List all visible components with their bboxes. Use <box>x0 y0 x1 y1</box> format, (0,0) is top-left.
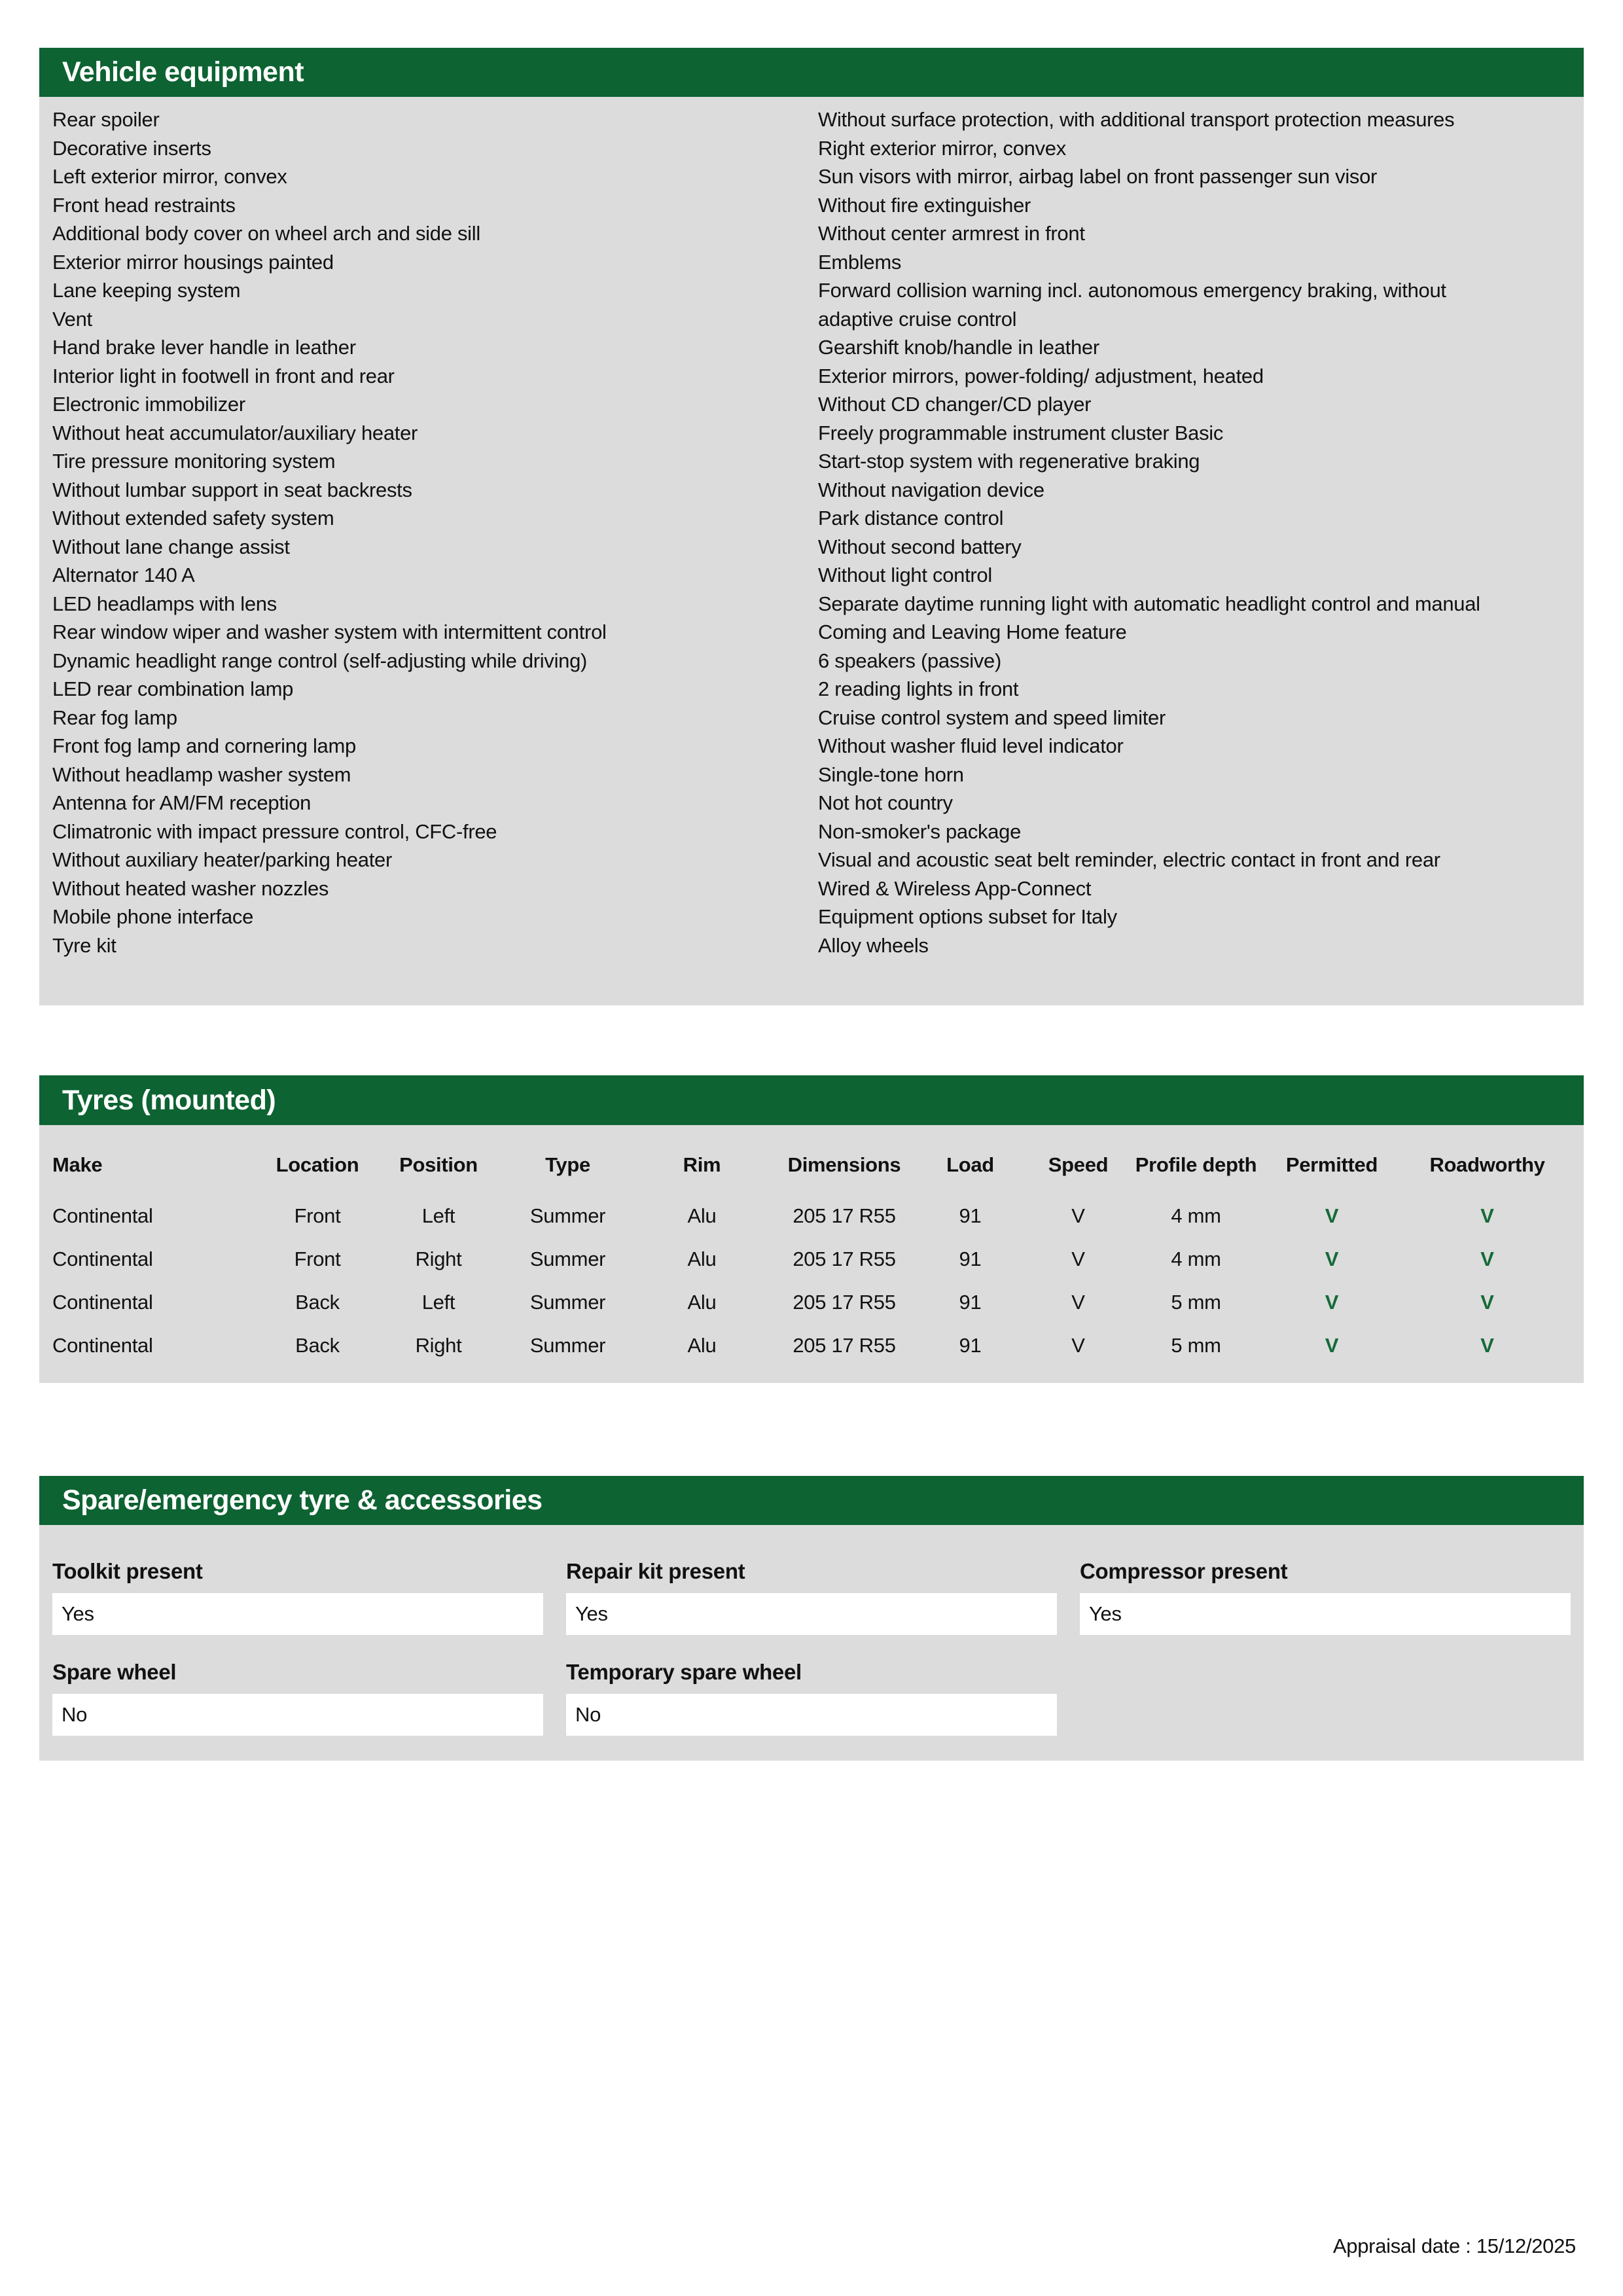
tyre-check-mark: V <box>1325 1247 1339 1270</box>
tyre-cell: Continental <box>52 1204 153 1227</box>
tyre-row <box>52 1324 1571 1367</box>
equipment-item: Antenna for AM/FM reception <box>52 791 312 814</box>
equipment-item: Without heated washer nozzles <box>52 876 329 900</box>
spare-field-label: Spare wheel <box>52 1660 177 1684</box>
tyres-table-body <box>52 1194 1571 1367</box>
tyre-cell: Continental <box>52 1291 153 1314</box>
equipment-item: Front head restraints <box>52 193 236 217</box>
vehicle-equipment-section <box>39 48 1584 1005</box>
tyre-cell: Alu <box>687 1334 717 1357</box>
spare-field-label: Repair kit present <box>566 1559 745 1583</box>
equipment-item: Interior light in footwell in front and rear <box>52 364 395 387</box>
equipment-item: Rear fog lamp <box>52 706 177 729</box>
equipment-item: Freely programmable instrument cluster Basic <box>818 421 1224 444</box>
spare-title: Spare/emergency tyre & accessories <box>39 1476 1584 1525</box>
equipment-item: Park distance control <box>818 507 1004 529</box>
equipment-item: Right exterior mirror, convex <box>818 136 1066 160</box>
equipment-item: Not hot country <box>818 791 953 814</box>
equipment-item: Without CD changer/CD player <box>818 393 1092 416</box>
tyre-cell: Summer <box>529 1247 606 1270</box>
equipment-item: Without headlamp washer system <box>52 762 351 786</box>
equipment-item: Without navigation device <box>818 478 1044 501</box>
equipment-item: Wired & Wireless App-Connect <box>818 876 1092 900</box>
tyres-column-header: Speed <box>1048 1153 1109 1176</box>
equipment-item: Left exterior mirror, convex <box>52 165 287 188</box>
equipment-item: Decorative inserts <box>52 136 211 160</box>
equipment-item: Rear spoiler <box>52 108 160 131</box>
equipment-item: Gearshift knob/handle in leather <box>818 336 1099 359</box>
tyre-cell: Continental <box>52 1247 153 1270</box>
equipment-item: Separate daytime running light with automatic headlight control and manual <box>818 592 1480 615</box>
tyres-section <box>39 1075 1584 1383</box>
equipment-item: Without washer fluid level indicator <box>818 734 1124 757</box>
tyre-row <box>52 1281 1571 1324</box>
tyre-cell: Continental <box>52 1334 153 1357</box>
spare-field-value: No <box>52 1694 543 1736</box>
tyre-cell: Back <box>295 1334 340 1357</box>
equipment-item: Cruise control system and speed limiter <box>818 706 1166 729</box>
tyres-title: Tyres (mounted) <box>39 1075 1584 1125</box>
equipment-item: Emblems <box>818 250 902 274</box>
equipment-item: Front fog lamp and cornering lamp <box>52 734 356 757</box>
tyre-cell: 5 mm <box>1171 1291 1221 1314</box>
equipment-item: Forward collision warning incl. autonomous emergency braking, without <box>818 279 1446 302</box>
equipment-item: Without lumbar support in seat backrests <box>52 478 412 501</box>
tyre-cell: V <box>1071 1291 1085 1314</box>
spare-section <box>39 1476 1584 1761</box>
equipment-item: Lane keeping system <box>52 279 241 302</box>
spare-field <box>1080 1559 1571 1635</box>
equipment-item: Start-stop system with regenerative braking <box>818 450 1200 473</box>
equipment-item: Without lane change assist <box>52 535 290 558</box>
tyre-cell: Alu <box>687 1204 717 1227</box>
tyre-cell: Front <box>294 1204 341 1227</box>
tyre-cell: Summer <box>529 1204 606 1227</box>
tyres-column-header: Make <box>52 1153 103 1176</box>
tyre-cell: Left <box>421 1204 455 1227</box>
tyres-column-header: Type <box>545 1153 590 1176</box>
equipment-item: Alternator 140 A <box>52 564 195 586</box>
vehicle-equipment-list <box>39 97 1584 1005</box>
tyre-cell: Summer <box>529 1334 606 1357</box>
spare-fields <box>39 1525 1584 1761</box>
equipment-item: Sun visors with mirror, airbag label on front passenger sun visor <box>818 165 1378 188</box>
tyre-check-mark: V <box>1480 1291 1494 1314</box>
equipment-item: Non-smoker's package <box>818 819 1022 843</box>
tyres-column-header: Roadworthy <box>1429 1153 1545 1176</box>
tyre-cell: 91 <box>959 1247 982 1270</box>
equipment-right-column <box>818 105 1571 1005</box>
tyres-column-header: Load <box>946 1153 994 1176</box>
equipment-item: Dynamic headlight range control (self-adjusting while driving) <box>52 649 588 672</box>
equipment-item: Without center armrest in front <box>818 222 1085 245</box>
spare-field-value: Yes <box>566 1593 1057 1635</box>
equipment-item: Exterior mirrors, power-folding/ adjustment, heated <box>818 364 1264 387</box>
equipment-item: Mobile phone interface <box>52 905 254 928</box>
tyre-cell: 205 17 R55 <box>793 1204 896 1227</box>
equipment-item: Single-tone horn <box>818 762 964 786</box>
equipment-item: Without heat accumulator/auxiliary heater <box>52 421 418 444</box>
spare-field-label: Temporary spare wheel <box>566 1660 802 1684</box>
tyres-column-header: Position <box>399 1153 478 1176</box>
equipment-item: Climatronic with impact pressure control, CFC-free <box>52 819 497 843</box>
tyre-check-mark: V <box>1325 1291 1339 1314</box>
equipment-item: Electronic immobilizer <box>52 393 245 416</box>
tyre-check-mark: V <box>1480 1204 1494 1227</box>
tyres-column-header: Rim <box>683 1153 721 1176</box>
spare-field-value: No <box>566 1694 1057 1736</box>
tyre-cell: Left <box>421 1291 455 1314</box>
equipment-item: Without light control <box>818 564 992 586</box>
tyres-column-header: Dimensions <box>787 1153 901 1176</box>
spare-field <box>52 1559 543 1635</box>
spare-fields-grid <box>52 1559 1571 1736</box>
tyre-cell: 205 17 R55 <box>793 1291 896 1314</box>
tyres-table-header-row <box>52 1153 1571 1177</box>
tyres-column-header: Location <box>276 1153 359 1176</box>
tyre-check-mark: V <box>1480 1334 1494 1357</box>
spare-field <box>52 1660 543 1736</box>
tyre-cell: 91 <box>959 1204 982 1227</box>
tyre-row <box>52 1238 1571 1281</box>
tyres-column-header: Profile depth <box>1135 1153 1257 1176</box>
tyre-cell: 91 <box>959 1291 982 1314</box>
tyre-cell: V <box>1071 1247 1085 1270</box>
tyre-row <box>52 1194 1571 1238</box>
equipment-item: Additional body cover on wheel arch and side sill <box>52 222 480 245</box>
equipment-item: Rear window wiper and washer system with intermittent control <box>52 620 607 643</box>
tyre-cell: 205 17 R55 <box>793 1247 896 1270</box>
equipment-item: Alloy wheels <box>818 933 929 957</box>
spare-field-value: Yes <box>52 1593 543 1635</box>
tyre-cell: V <box>1071 1204 1085 1227</box>
tyres-column-header: Permitted <box>1285 1153 1378 1176</box>
equipment-item: 6 speakers (passive) <box>818 649 1002 672</box>
tyre-cell: Right <box>415 1334 462 1357</box>
tyre-cell: Back <box>295 1291 340 1314</box>
equipment-item: 2 reading lights in front <box>818 677 1019 700</box>
tyre-cell: Alu <box>687 1247 717 1270</box>
equipment-left-column <box>52 105 818 1005</box>
tyre-cell: V <box>1071 1334 1085 1357</box>
tyre-cell: 5 mm <box>1171 1334 1221 1357</box>
equipment-item: Tyre kit <box>52 933 116 957</box>
spare-field-label: Compressor present <box>1080 1559 1288 1583</box>
tyre-cell: 4 mm <box>1171 1247 1221 1270</box>
equipment-item: adaptive cruise control <box>818 307 1017 331</box>
vehicle-equipment-title: Vehicle equipment <box>39 48 1584 97</box>
equipment-item: LED headlamps with lens <box>52 592 277 615</box>
tyre-check-mark: V <box>1480 1247 1494 1270</box>
equipment-item: Coming and Leaving Home feature <box>818 620 1127 643</box>
tyre-cell: Right <box>415 1247 462 1270</box>
tyre-cell: 91 <box>959 1334 982 1357</box>
appraisal-date: Appraisal date : 15/12/2025 <box>1332 2234 1576 2257</box>
equipment-item: Without extended safety system <box>52 507 334 529</box>
spare-field-value: Yes <box>1080 1593 1571 1635</box>
tyres-table <box>39 1125 1584 1383</box>
equipment-item: Hand brake lever handle in leather <box>52 336 356 359</box>
tyre-cell: 205 17 R55 <box>793 1334 896 1357</box>
equipment-item: Without auxiliary heater/parking heater <box>52 848 393 871</box>
tyre-cell: Front <box>294 1247 341 1270</box>
equipment-item: LED rear combination lamp <box>52 677 294 700</box>
equipment-item: Without second battery <box>818 535 1022 558</box>
equipment-item: Without fire extinguisher <box>818 193 1031 217</box>
equipment-item: Without surface protection, with additional transport protection measures <box>818 108 1455 131</box>
equipment-item: Tire pressure monitoring system <box>52 450 336 473</box>
spare-field <box>566 1559 1057 1635</box>
tyre-cell: Alu <box>687 1291 717 1314</box>
spare-field <box>566 1660 1057 1736</box>
tyre-cell: 4 mm <box>1171 1204 1221 1227</box>
spare-field-label: Toolkit present <box>52 1559 203 1583</box>
equipment-item: Exterior mirror housings painted <box>52 250 334 274</box>
tyre-cell: Summer <box>529 1291 606 1314</box>
equipment-item: Vent <box>52 307 92 331</box>
tyre-check-mark: V <box>1325 1204 1339 1227</box>
equipment-item: Equipment options subset for Italy <box>818 905 1117 928</box>
equipment-item: Visual and acoustic seat belt reminder, electric contact in front and rear <box>818 848 1440 871</box>
tyre-check-mark: V <box>1325 1334 1339 1357</box>
